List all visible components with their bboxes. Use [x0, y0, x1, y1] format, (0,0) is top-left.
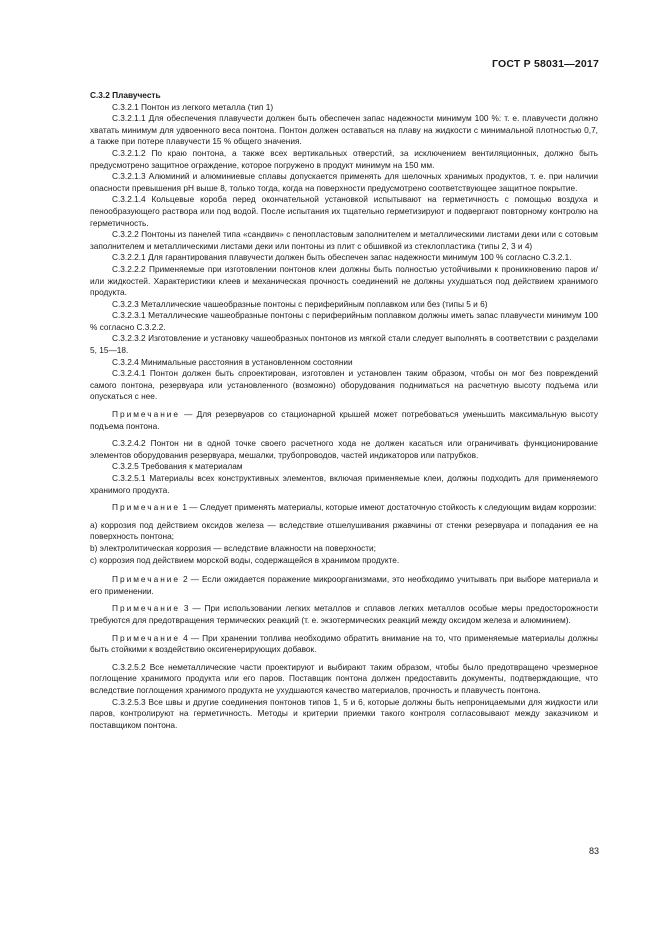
- note-0: [90, 409, 598, 432]
- note-4: [90, 633, 598, 656]
- paragraph: С.3.2.3 Металлические чашеобразные понтоны с периферийным поплавком или без (типы 5 и 6): [112, 298, 488, 309]
- paragraph: С.3.2.3.1 Металлические чашеобразные понтоны с периферийным поплавком должны иметь запас плавучести минимум 100 % согласно С.3.2.2.: [90, 310, 598, 332]
- note-label: Примечание: [112, 574, 181, 585]
- note-text: — Для резервуаров со стационарной крышей может потребоваться уменьшить максимальную высоту подъема понтона.: [90, 409, 598, 431]
- document-code: ГОСТ Р 58031—2017: [491, 58, 599, 70]
- paragraph: С.3.2.3.2 Изготовление и установку чашеобразных понтонов из мягкой стали следует выполнять в соответствии с разделами 5, 15—18.: [90, 333, 598, 356]
- paragraph: С.3.2.1.2 По краю понтона, а также всех вертикальных отверстий, за исключением вентиляционных, должно быть предусмотрено защитное ограждение, которое погружено в продукт минимум на 150 мм.: [90, 147, 598, 170]
- paragraph: С.3.2.1.4 Кольцевые короба перед окончательной установкой испытывают на герметичность с помощью воздуха и пенообразующего раствора или под водой. После испытания их тщательно герметизируют и подвергают повторному контролю на герметичность.: [90, 194, 598, 228]
- note-label: Примечание: [112, 603, 181, 614]
- paragraph: С.3.2.2 Понтоны из панелей типа «сандвич» с пенопластовым заполнителем и металлическими листами деки или с сотовым заполнителем и металлическими листами деки или понтоны из плит с обшивкой из стеклопластика (типы 2, 3 и 4): [90, 229, 598, 251]
- section-title: С.3.2 Плавучесть: [90, 90, 161, 100]
- paragraph: С.3.2.4.1 Понтон должен быть спроектирован, изготовлен и установлен таким образом, чтобы он мог без повреждений самого понтона, резервуара или установленного (возможно) оборудования подниматься на расчетную высоту подъема или опускаться с нее.: [90, 368, 598, 402]
- note-list-item: с) коррозия под действием морской воды, содержащейся в хранимом продукте.: [90, 554, 400, 565]
- paragraph: С.3.2.1.1 Для обеспечения плавучести должен быть обеспечен запас надежности минимум 100 %: т. е. плавучести должно хватать минимум для удвоенного веса понтона. Понтон должен оставаться на плаву на жидкости с минимальной плотностью 0,7, а также при потере плавучести 15 % общего значения.: [90, 113, 598, 147]
- paragraph: С.3.2.5.3 Все швы и другие соединения понтонов типов 1, 5 и 6, которые должны быть непроницаемыми для жидкости или паров, контролируют на герметичность. Методы и критерии приемки такого контроля согласовывают между заказчиком и поставщиком понтона.: [90, 696, 598, 730]
- page-number: 83: [588, 846, 599, 856]
- paragraph: С.3.2.2.2 Применяемые при изготовлении понтонов клеи должны быть полностью устойчивыми к проникновению паров и/или жидкостей. Характеристики клеев и механическая прочность соединений не должны ухудшаться под действием хранимого продукта.: [90, 263, 598, 298]
- paragraph: С.3.2.1 Понтон из легкого металла (тип 1): [112, 101, 274, 112]
- page-body: [90, 90, 598, 731]
- note-label: Примечание: [112, 502, 181, 513]
- paragraph: С.3.2.4.2 Понтон ни в одной точке своего расчетного хода не должен касаться или ограничивать функционирование элементов оборудования резервуара, мешалки, трубопроводов, частей индикаторов или патрубков.: [90, 438, 598, 460]
- note-3: [90, 603, 598, 626]
- note-text: 3 — При использовании легких металлов и сплавов легких металлов особые меры предосторожности требуются для предотвращения термических реакций (т. е. экзотермических реакций между оксидом железа и алюминием).: [90, 603, 598, 625]
- paragraph: С.3.2.5.1 Материалы всех конструктивных элементов, включая применяемые клеи, должны подходить для применяемого хранимого продукта.: [90, 473, 598, 495]
- paragraph: С.3.2.5 Требования к материалам: [112, 461, 243, 472]
- note-label: Примечание: [112, 632, 181, 643]
- note-list-item: а) коррозия под действием оксидов железа — вследствие отшелушивания ржавчины от стенки резервуара и попадания ее на поверхность понтона;: [90, 519, 598, 542]
- note-text: 2 — Если ожидается поражение микроорганизмами, это необходимо учитывать при выборе материала и его применении.: [90, 574, 598, 596]
- note-label: Примечание: [112, 409, 181, 420]
- note-2: [90, 574, 598, 597]
- paragraph: С.3.2.2.1 Для гарантирования плавучести должен быть обеспечен запас надежности минимум 100 % согласно С.3.2.1.: [112, 252, 572, 263]
- note-1: [90, 502, 598, 514]
- paragraph: С.3.2.1.3 Алюминий и алюминиевые сплавы допускается применять для шелочных хранимых продуктов, т. е. при наличии опасности превышения pH выше 8, только тогда, когда на поверхности предусмотрено соответствующее защитное покрытие.: [90, 171, 598, 193]
- note-text: 4 — При хранении топлива необходимо обратить внимание на то, что применяемые материалы должны быть стойкими к воздействию оксигенерирующих добавок.: [90, 632, 598, 655]
- paragraph: С.3.2.4 Минимальные расстояния в установленном состоянии: [112, 356, 353, 367]
- note-text: 1 — Следует применять материалы, которые имеют достаточную стойкость к следующим видам коррозии:: [180, 502, 597, 513]
- note-list-item: b) электролитическая коррозия — вследствие влажности на поверхности;: [90, 542, 376, 553]
- paragraph: С.3.2.5.2 Все неметаллические части проектируют и выбирают таким образом, чтобы было предотвращено чрезмерное поглощение хранимого продукта или его паров. Поставщик понтона должен предоставить документы, подтверждающие, что вследствие поглощения хранимого продукта не ухудшаются качество материалов, прочность и плавучесть понтона.: [90, 661, 598, 695]
